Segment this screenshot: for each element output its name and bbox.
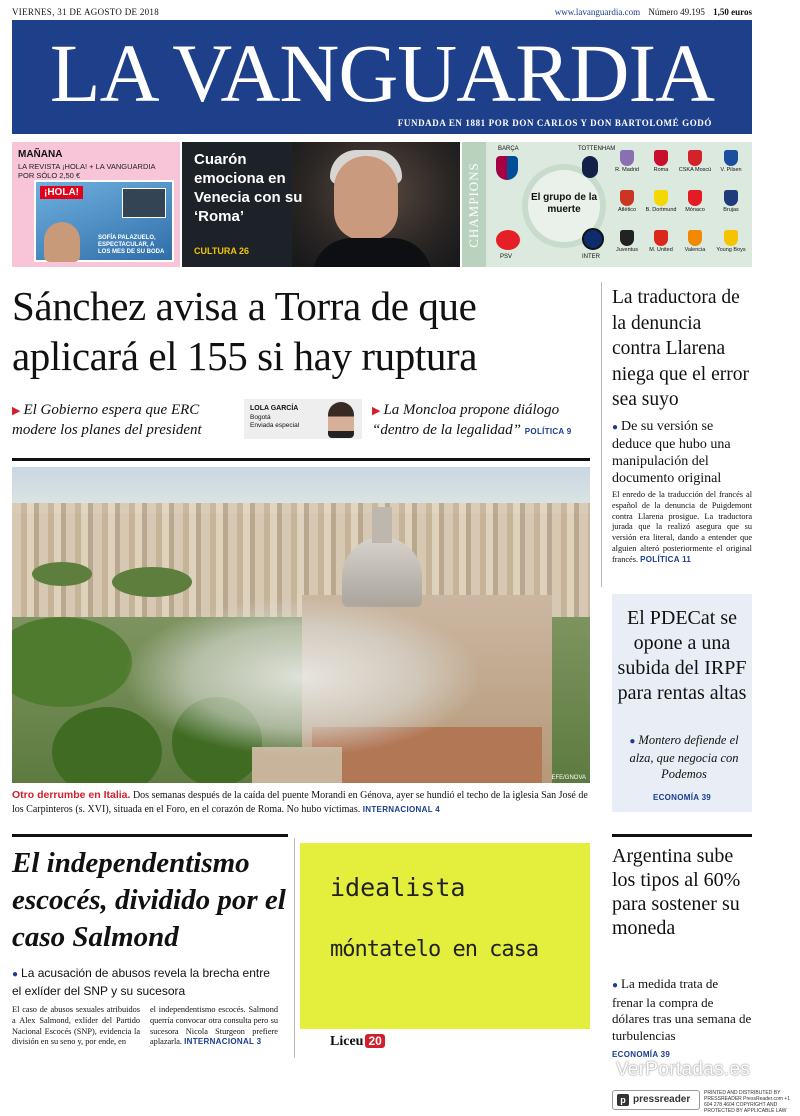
photo-tree	[32, 562, 92, 586]
club-crest-icon	[620, 190, 634, 206]
club-badge: Valencia	[678, 230, 712, 253]
club-badge: Juventus	[610, 230, 644, 253]
scotland-body-col-2	[150, 1005, 278, 1048]
photo-lantern	[372, 507, 392, 543]
argentina-headline[interactable]: Argentina sube los tipos al 60% para sostener su moneda	[612, 845, 741, 939]
club-crest-icon	[724, 230, 738, 246]
arrow-right-icon: ▶	[372, 405, 381, 417]
group-of-death-label: El grupo de la muerte	[530, 192, 598, 215]
top-info-line	[12, 6, 752, 20]
club-crest-icon	[724, 190, 738, 206]
section-tag[interactable]: ECONOMÍA 39	[612, 1050, 671, 1059]
translator-body-text: El enredo de la traducción del francés al español de la denuncia de Puigdemont contra Llarena prosigue. La traductora jurada que la realizó asegura que su versión era literal, dando a entender que alguien alteró posteriormente el original francés.	[612, 490, 752, 564]
idealista-ad[interactable]	[300, 843, 590, 1029]
club-crest-icon	[654, 190, 668, 206]
cover-inset-photo	[122, 188, 166, 218]
main-photo	[12, 467, 590, 783]
argentina-deck-text: La medida trata de frenar la compra de dólares tras una semana de turbulencias	[612, 976, 752, 1043]
column-divider	[294, 838, 295, 1058]
club-crest-icon	[620, 150, 634, 166]
pdecat-tag-row	[612, 787, 752, 805]
scotland-headline[interactable]: El independentismo escocés, dividido por el caso Salmond	[12, 847, 286, 953]
cover-blurb: SOFÍA PALAZUELO, ESPECTACULAR, A LOS MES DE SU BODA	[98, 235, 165, 255]
bullet-icon: ●	[612, 422, 619, 433]
hola-logo: ¡HOLA!	[40, 186, 83, 199]
club-crest-icon	[688, 150, 702, 166]
champions-label: CHAMPIONS	[466, 162, 481, 248]
divider	[612, 834, 752, 837]
author-location: Bogotá	[250, 414, 271, 421]
club-badge: CSKA Moscú	[678, 150, 712, 173]
liceu-logo	[330, 1034, 385, 1050]
subhead-right-text: La Moncloa propone diálogo “dentro de la legalidad”	[372, 402, 560, 438]
issue-price: 1,50 euros	[713, 7, 752, 17]
portrait-face	[334, 156, 398, 240]
promo-heading: MAÑANA	[18, 149, 63, 160]
club-crest-icon	[724, 150, 738, 166]
pressreader-badge[interactable]	[612, 1090, 700, 1110]
bullet-icon: ●	[612, 980, 619, 991]
club-badge: B. Dortmund	[644, 190, 678, 213]
barca-crest-icon	[496, 156, 518, 180]
cover-portrait	[44, 222, 80, 262]
photo-caption	[12, 788, 592, 817]
arrow-right-icon: ▶	[12, 405, 21, 417]
divider	[12, 458, 590, 461]
translator-body	[612, 490, 752, 566]
club-crest-icon	[654, 150, 668, 166]
promo-champions[interactable]	[462, 142, 752, 267]
club-badge: Atlético	[610, 190, 644, 213]
scotland-deck	[12, 965, 280, 999]
club-crest-icon	[688, 230, 702, 246]
ad-brand: idealista	[330, 873, 466, 902]
section-tag[interactable]: POLÍTICA 9	[524, 427, 572, 436]
promo-cuaron-section: CULTURA 26	[194, 246, 250, 256]
group-team-name: INTER	[582, 254, 600, 260]
club-crest-icon	[688, 190, 702, 206]
liceu-text: Liceu	[330, 1034, 364, 1049]
club-badge: Mónaco	[678, 190, 712, 213]
club-badge: R. Madrid	[610, 150, 644, 173]
main-headline[interactable]	[12, 281, 594, 381]
promo-line-2: POR SÓLO 2,50 €	[18, 171, 81, 180]
author-avatar	[328, 402, 354, 438]
club-badge: Brujas	[714, 190, 748, 213]
main-headline-line-2: aplicará el 155 si hay ruptura	[12, 333, 478, 379]
translator-deck	[612, 418, 752, 487]
masthead-tagline: FUNDADA EN 1881 POR DON CARLOS Y DON BARTOLOMÉ GODÓ	[397, 118, 712, 128]
argentina-deck	[612, 976, 752, 1064]
psv-crest-icon	[496, 230, 520, 250]
tottenham-crest-icon	[582, 156, 598, 178]
club-badge: V. Pilsen	[714, 150, 748, 173]
group-team-name: BARÇA	[498, 146, 519, 152]
club-badge: M. United	[644, 230, 678, 253]
pdecat-box[interactable]	[612, 594, 752, 812]
translator-headline[interactable]: La traductora de la denuncia contra Llarena niega que el error sea suyo	[612, 287, 749, 410]
section-tag[interactable]: INTERNACIONAL 4	[362, 805, 441, 814]
issue-number: Número 49.195	[648, 7, 705, 17]
pdecat-headline: El PDECat se opone a una subida del IRPF para rentas altas	[617, 607, 747, 704]
photo-dust-cloud	[122, 597, 482, 757]
translator-deck-text: De su versión se deduce que hubo una manipulación del documento original	[612, 419, 731, 486]
promo-cuaron-title: Cuarón emociona en Venecia con su ‘Roma’	[194, 151, 303, 225]
photo-credit: EFE/GNOVA	[551, 775, 586, 781]
main-headline-line-1: Sánchez avisa a Torra de que	[12, 283, 477, 329]
bullet-icon: ●	[12, 969, 19, 980]
author-role: Enviada especial	[250, 422, 300, 429]
promo-hola-magazine[interactable]	[12, 142, 180, 267]
section-tag[interactable]: INTERNACIONAL 3	[184, 1037, 262, 1047]
inter-crest-icon	[582, 228, 604, 250]
caption-lead: Otro derrumbe en Italia.	[12, 789, 131, 801]
pressreader-icon: p	[617, 1094, 629, 1106]
caption-text: Dos semanas después de la caída del puente Morandi en Génova, ayer se hundió el techo de la iglesia San José de los Carpinteros (s. XVI), situada en el Foro, en el corazón de Roma. No hubo víctimas.	[12, 790, 588, 815]
ad-slogan: móntatelo en casa	[330, 937, 539, 962]
bullet-icon: ●	[629, 736, 636, 747]
group-team-name: PSV	[500, 254, 513, 260]
masthead	[12, 20, 752, 134]
club-badge: Roma	[644, 150, 678, 173]
subhead-left-text: El Gobierno espera que ERC modere los planes del president	[12, 402, 202, 438]
main-subhead-right[interactable]	[372, 401, 594, 441]
liceu-badge: 20	[365, 1034, 384, 1048]
pdecat-deck-text: Montero defiende el alza, que negocia con Podemos	[629, 733, 739, 781]
column-divider	[601, 282, 602, 587]
pressreader-fine-print: PRINTED AND DISTRIBUTED BY PRESSREADER PressReader.com +1 604 278 4604 COPYRIGHT AND PROTECTED BY APPLICABLE LAW	[704, 1090, 791, 1114]
club-crest-icon	[620, 230, 634, 246]
photo-dome	[342, 537, 422, 607]
website-link[interactable]: www.lavanguardia.com	[554, 7, 641, 17]
section-tag[interactable]: POLÍTICA 11	[640, 554, 692, 564]
divider	[12, 834, 288, 837]
issue-date: VIERNES, 31 DE AGOSTO DE 2018	[12, 7, 160, 17]
main-subhead-left[interactable]	[12, 401, 237, 440]
scotland-deck-text: La acusación de abusos revela la brecha entre el exlíder del SNP y su sucesora	[12, 966, 270, 998]
group-team-name: TOTTENHAM	[578, 146, 616, 152]
promo-line-1: LA REVISTA ¡HOLA! + LA VANGUARDIA	[18, 162, 156, 171]
club-crest-icon	[654, 230, 668, 246]
promo-cuaron[interactable]	[182, 142, 460, 267]
photo-tree	[112, 567, 192, 597]
scotland-body-col-1: El caso de abusos sexuales atribuidos a Alex Salmond, exlíder del Partido Nacional Escocés (SNP), evidencia la división en su seno y, por ende, en	[12, 1005, 140, 1047]
pressreader-text: pressreader	[633, 1094, 691, 1105]
pdecat-deck	[622, 732, 746, 782]
author-box	[244, 399, 362, 439]
author-name: LOLA GARCÍA	[250, 405, 299, 412]
club-badge: Young Boys	[714, 230, 748, 253]
scotland-body-text: el independentismo escocés. Salmond querría convocar otra consulta pero su sucesora Nicola Sturgeon prefiere aplazarla.	[150, 1005, 278, 1047]
newspaper-title: LA VANGUARDIA	[49, 27, 715, 119]
magazine-cover-image	[34, 180, 174, 262]
verportadas-watermark: VerPortadas.es	[616, 1059, 751, 1080]
section-tag[interactable]: ECONOMÍA 39	[652, 793, 712, 802]
